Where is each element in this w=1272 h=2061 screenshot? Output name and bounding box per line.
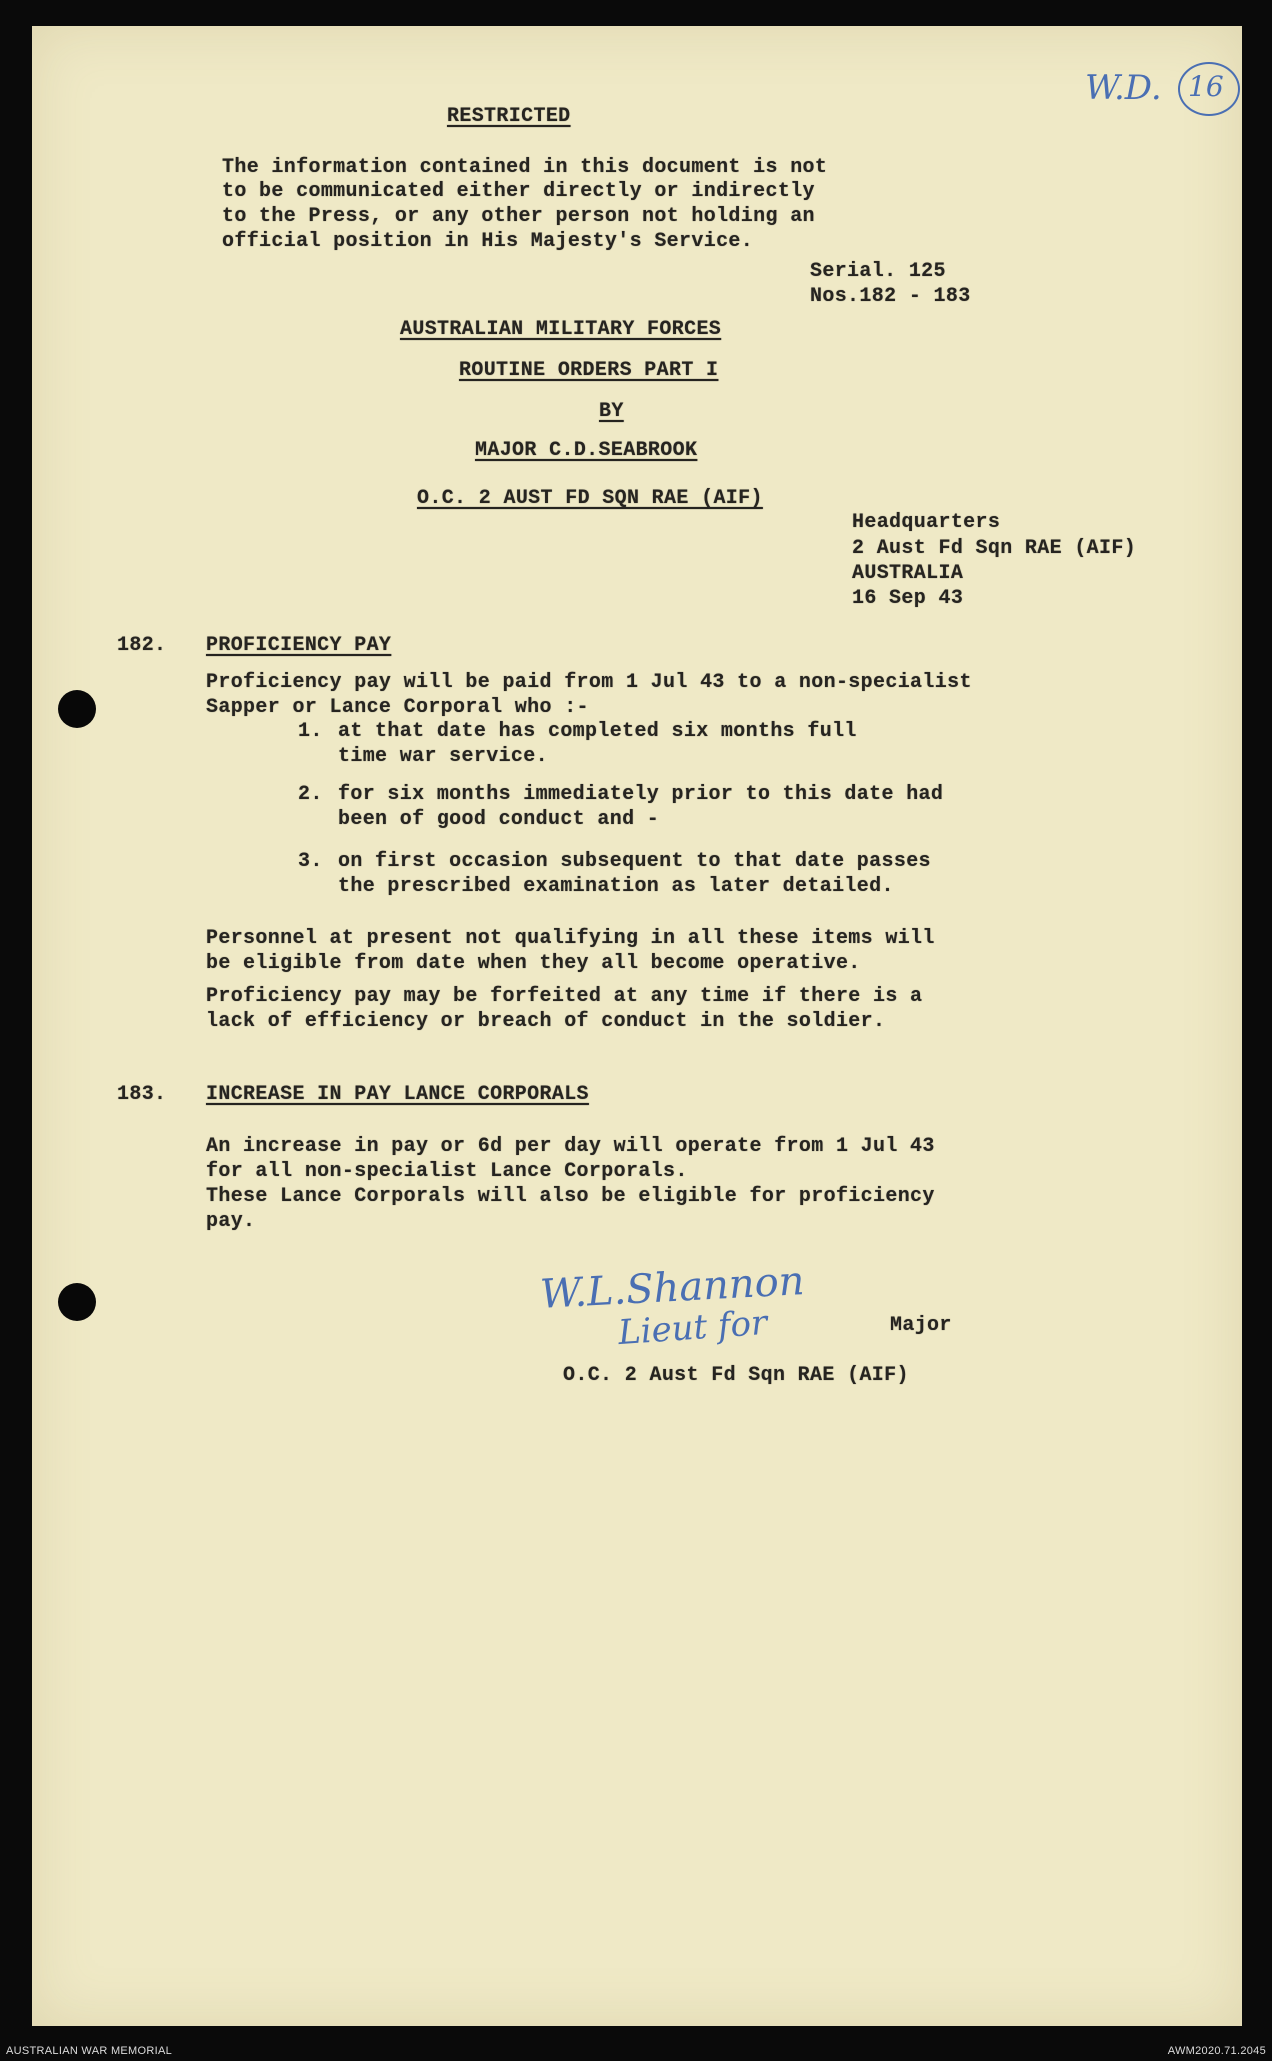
list-item-text: time war service. xyxy=(338,745,548,768)
order-text: Proficiency pay may be forfeited at any time if there is a xyxy=(206,985,923,1008)
order-text: for all non-specialist Lance Corporals. xyxy=(206,1160,688,1183)
order-text: Personnel at present not qualifying in all these items will xyxy=(206,927,935,950)
order-text: These Lance Corporals will also be eligible for proficiency xyxy=(206,1185,935,1208)
notice-line: to be communicated either directly or indirectly xyxy=(222,180,815,203)
order-text: lack of efficiency or breach of conduct in the soldier. xyxy=(206,1010,886,1033)
wd-stamp xyxy=(1085,68,1162,108)
title-officer: MAJOR C.D.SEABROOK xyxy=(475,439,698,462)
footer-institution: AUSTRALIAN WAR MEMORIAL xyxy=(6,2045,173,2057)
notice-line: The information contained in this document is not xyxy=(222,156,828,179)
address-line: Headquarters xyxy=(852,511,1001,534)
order-heading: PROFICIENCY PAY xyxy=(206,634,392,657)
address-line: AUSTRALIA xyxy=(852,562,964,585)
order-text: An increase in pay or 6d per day will operate from 1 Jul 43 xyxy=(206,1135,935,1158)
title-forces: AUSTRALIAN MILITARY FORCES xyxy=(400,318,722,341)
wd-number: 16 xyxy=(1188,70,1224,103)
list-item-number: 2. xyxy=(298,783,323,806)
order-number: 183. xyxy=(117,1083,167,1106)
notice-line: official position in His Majesty's Service. xyxy=(222,230,754,253)
address-line: 16 Sep 43 xyxy=(852,587,964,610)
order-text: Sapper or Lance Corporal who :- xyxy=(206,696,589,719)
order-text: Proficiency pay will be paid from 1 Jul 43 to a non-specialist xyxy=(206,671,972,694)
serial-number: Serial. 125 xyxy=(810,260,946,283)
wd-label: W.D. xyxy=(1085,68,1162,108)
signature-rank: Major xyxy=(890,1314,952,1337)
title-routine-orders: ROUTINE ORDERS PART I xyxy=(459,359,719,382)
title-by: BY xyxy=(599,400,624,423)
notice-line: to the Press, or any other person not holding an xyxy=(222,205,815,228)
list-item-text: the prescribed examination as later detailed. xyxy=(338,875,894,898)
footer-accession-number: AWM2020.71.2045 xyxy=(1167,2045,1266,2057)
order-number: 182. xyxy=(117,634,167,657)
list-item-number: 1. xyxy=(298,720,323,743)
handwritten-lieut-for: Lieut for xyxy=(616,1302,769,1354)
punch-hole-bottom xyxy=(58,1283,96,1321)
order-numbers: Nos.182 - 183 xyxy=(810,285,971,308)
restricted-heading: RESTRICTED xyxy=(447,105,571,128)
order-heading: INCREASE IN PAY LANCE CORPORALS xyxy=(206,1083,589,1106)
list-item-text: on first occasion subsequent to that date passes xyxy=(338,850,931,873)
title-unit: O.C. 2 AUST FD SQN RAE (AIF) xyxy=(417,487,763,510)
list-item-number: 3. xyxy=(298,850,323,873)
list-item-text: at that date has completed six months full xyxy=(338,720,857,743)
address-line: 2 Aust Fd Sqn RAE (AIF) xyxy=(852,537,1137,560)
punch-hole-top xyxy=(58,690,96,728)
order-text: pay. xyxy=(206,1210,256,1233)
order-text: be eligible from date when they all become operative. xyxy=(206,952,861,975)
signature-unit: O.C. 2 Aust Fd Sqn RAE (AIF) xyxy=(563,1364,909,1387)
list-item-text: for six months immediately prior to this date had xyxy=(338,783,944,806)
handwritten-signature: W.L.Shannon xyxy=(538,1258,806,1318)
list-item-text: been of good conduct and - xyxy=(338,808,660,831)
